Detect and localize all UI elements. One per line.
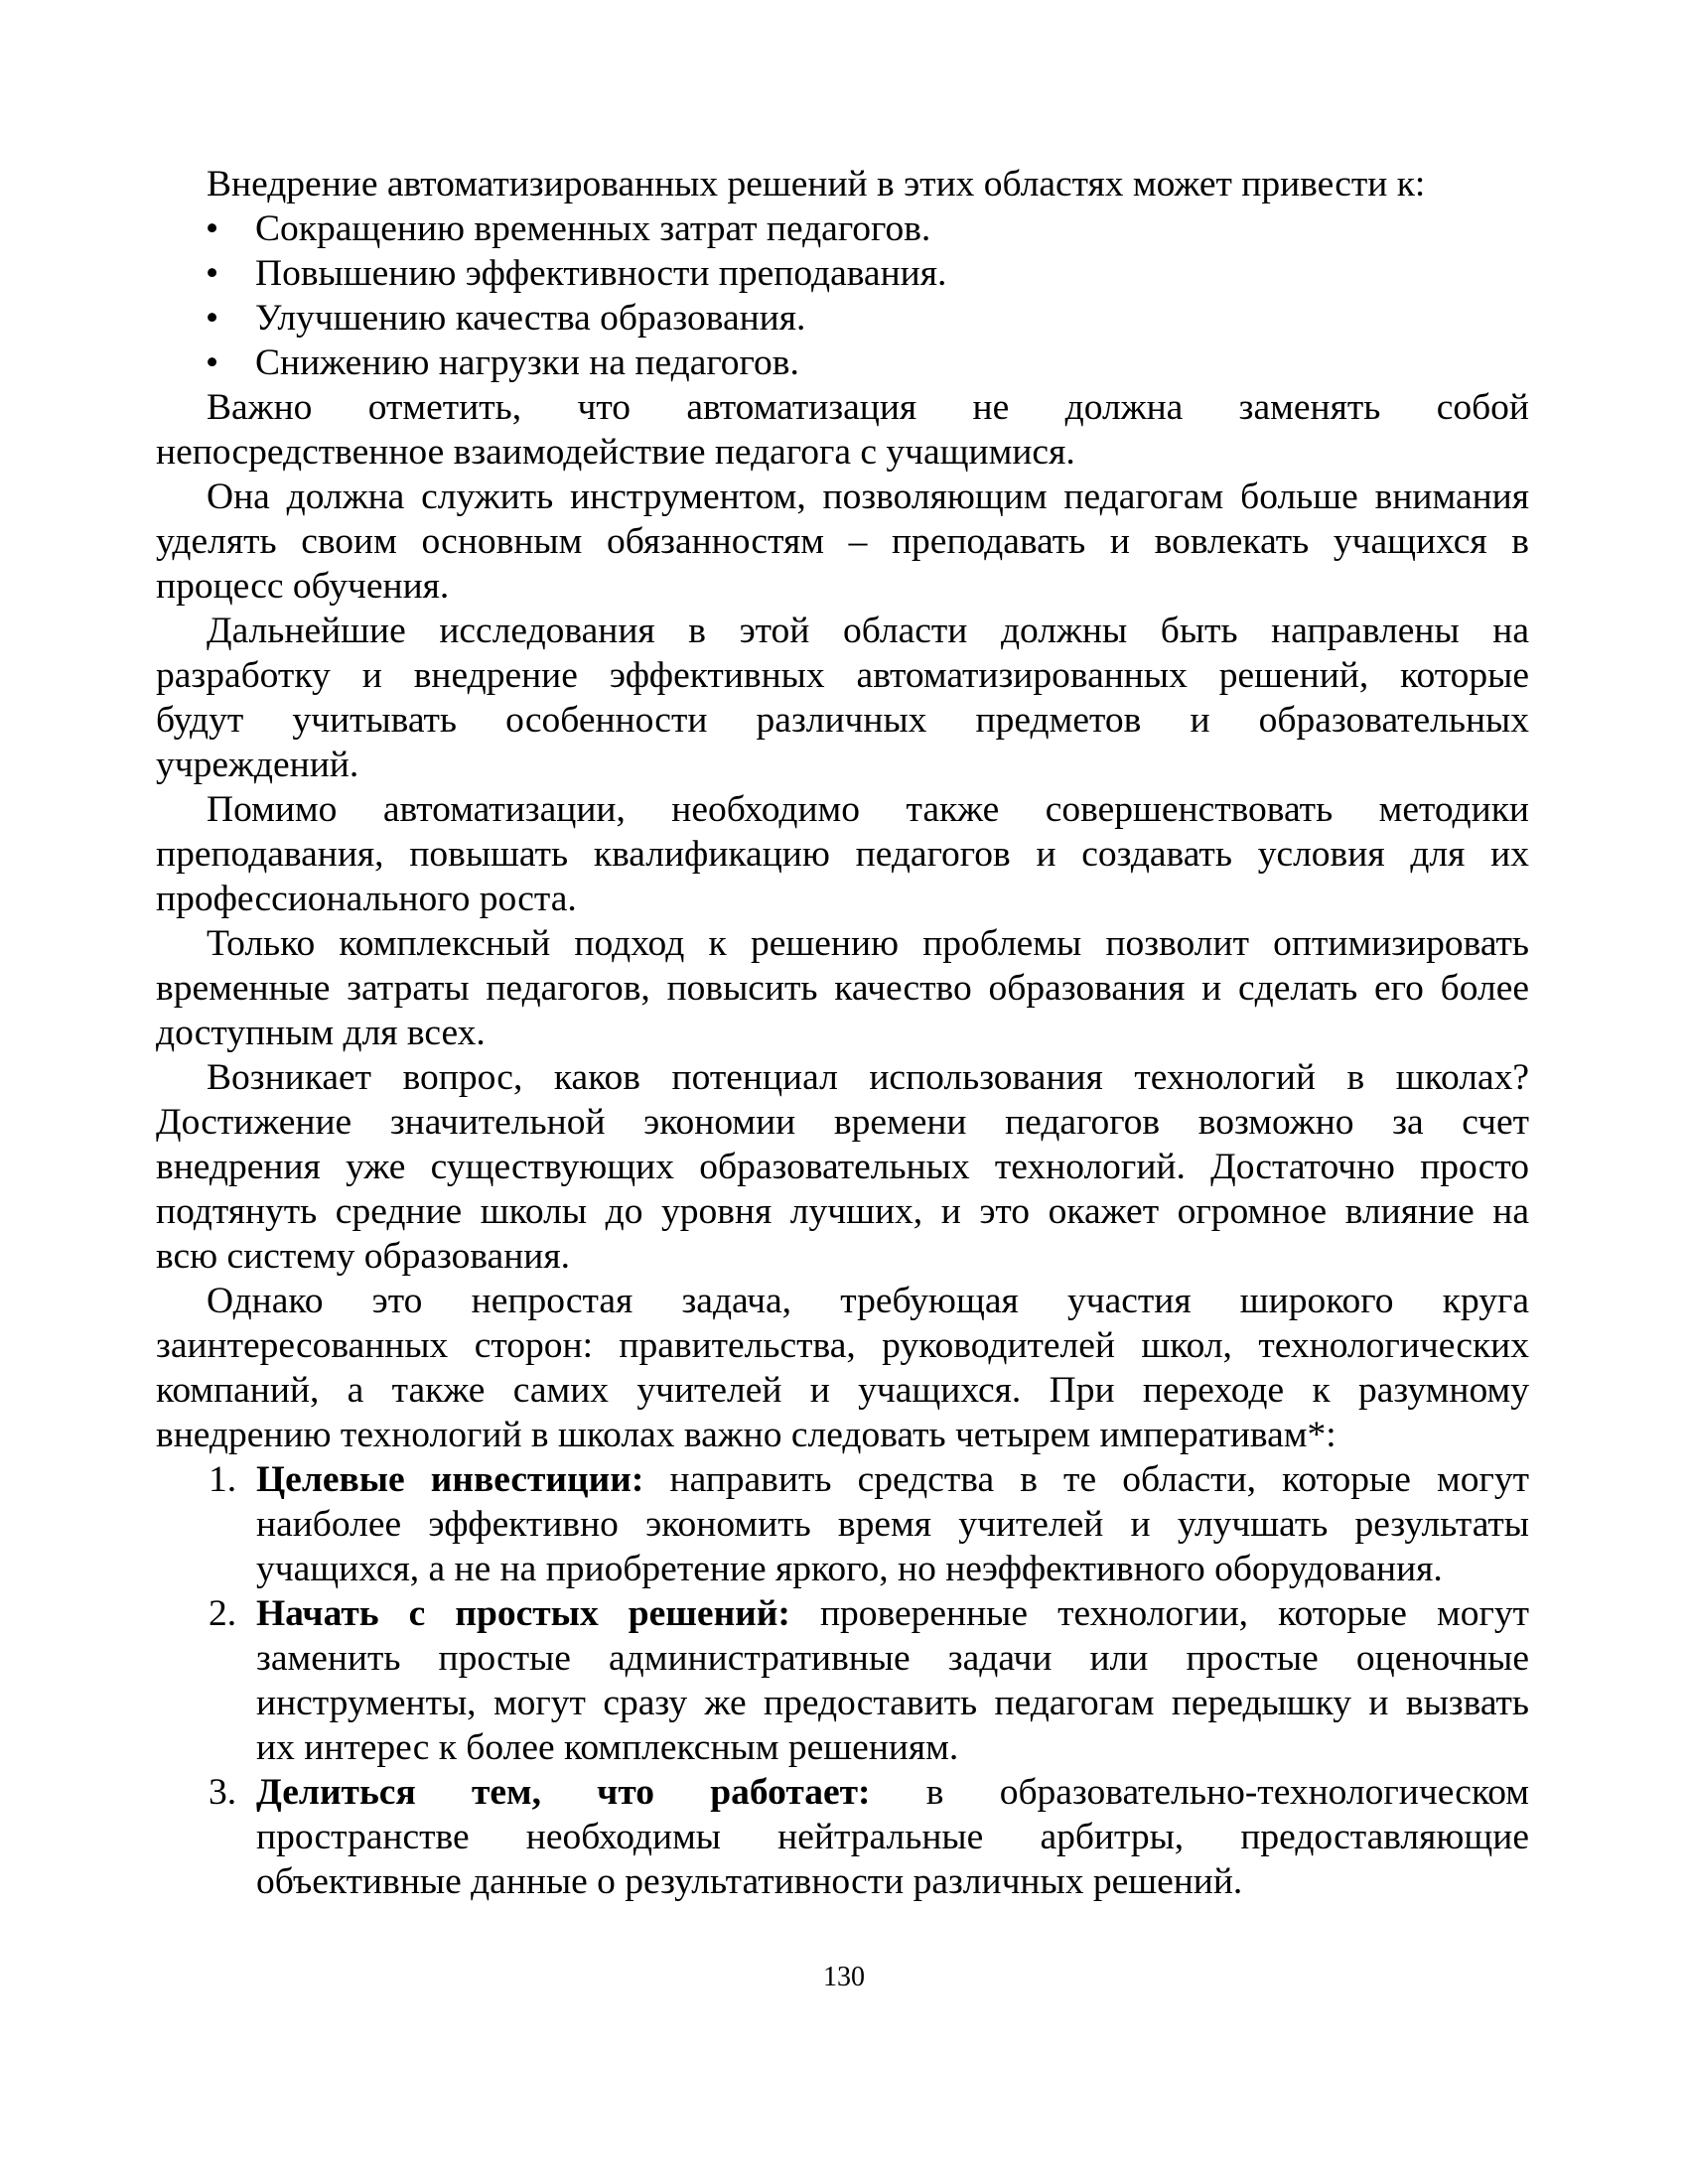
item-line: учащихся, а не на приобретение яркого, но неэффективного оборудования. bbox=[256, 1549, 1443, 1589]
paragraph-line: заинтересованных сторон: правительства, руководителей школ, технологических bbox=[156, 1325, 1529, 1366]
paragraph-line: Достижение значительной экономии времени педагогов возможно за счет bbox=[156, 1102, 1529, 1143]
numbered-item-first-line bbox=[156, 1457, 1529, 1502]
bullet-text: Повышению эффективности преподавания. bbox=[255, 253, 947, 294]
paragraph-line: уделять своим основным обязанностям – преподавать и вовлекать учащихся в bbox=[156, 521, 1529, 562]
paragraph-line: Только комплексный подход к решению проблемы позволит оптимизировать bbox=[207, 923, 1529, 964]
paragraph-line: процесс обучения. bbox=[156, 566, 450, 607]
bullet-text: Улучшению качества образования. bbox=[255, 298, 806, 339]
bullet-icon: • bbox=[206, 208, 219, 249]
intro-line: Внедрение автоматизированных решений в этих областях может привести к: bbox=[207, 164, 1426, 205]
bullet-item bbox=[156, 296, 1529, 341]
paragraph-further-research bbox=[156, 609, 1529, 787]
paragraph-tool-role bbox=[156, 475, 1529, 609]
paragraph-line: разработку и внедрение эффективных автоматизированных решений, которые bbox=[156, 655, 1529, 696]
bullet-item bbox=[156, 341, 1529, 385]
paragraph-line: доступным для всех. bbox=[156, 1013, 486, 1053]
paragraph-technology-potential bbox=[156, 1055, 1529, 1279]
bullet-icon: • bbox=[206, 253, 219, 294]
item-title: Целевые инвестиции: bbox=[256, 1459, 644, 1500]
paragraph-line: временные затраты педагогов, повысить качество образования и сделать его более bbox=[156, 968, 1529, 1009]
item-number: 1. bbox=[209, 1459, 237, 1500]
item-line: инструменты, могут сразу же предоставить педагогам передышку и вызвать bbox=[256, 1683, 1529, 1723]
paragraph-line: профессионального роста. bbox=[156, 879, 577, 919]
body-text bbox=[156, 162, 1529, 1904]
paragraph-complex-approach bbox=[156, 921, 1529, 1055]
item-number: 3. bbox=[209, 1772, 237, 1813]
paragraph-line: Она должна служить инструментом, позволяющим педагогам больше внимания bbox=[207, 477, 1529, 517]
bullet-icon: • bbox=[206, 298, 219, 339]
paragraph-line: преподавания, повышать квалификацию педагогов и создавать условия для их bbox=[156, 834, 1529, 875]
page-number: 130 bbox=[823, 1962, 865, 1992]
numbered-item bbox=[156, 1591, 1529, 1770]
item-line: заменить простые административные задачи или простые оценочные bbox=[256, 1638, 1529, 1679]
paragraph-line: непосредственное взаимодействие педагога с учащимися. bbox=[156, 432, 1075, 473]
item-line: наиболее эффективно экономить время учителей и улучшать результаты bbox=[256, 1504, 1529, 1545]
numbered-item bbox=[156, 1770, 1529, 1904]
item-title: Делиться тем, что работает: bbox=[256, 1772, 871, 1813]
item-text: в образовательно-технологическом bbox=[925, 1772, 1529, 1813]
paragraph-teaching-methods bbox=[156, 787, 1529, 921]
bullet-text: Сокращению временных затрат педагогов. bbox=[255, 208, 931, 249]
paragraph-line: Дальнейшие исследования в этой области должны быть направлены на bbox=[207, 611, 1529, 651]
item-text: проверенные технологии, которые могут bbox=[819, 1593, 1529, 1634]
numbered-item-first-line bbox=[156, 1591, 1529, 1636]
paragraph-line: всю систему образования. bbox=[156, 1236, 570, 1277]
numbered-item bbox=[156, 1457, 1529, 1591]
item-line: объективные данные о результативности различных решений. bbox=[256, 1861, 1243, 1902]
item-number: 2. bbox=[209, 1593, 237, 1634]
item-line: их интерес к более комплексным решениям. bbox=[256, 1727, 959, 1768]
numbered-item-first-line bbox=[156, 1770, 1529, 1815]
paragraph-line: компаний, а также самих учителей и учащихся. При переходе к разумному bbox=[156, 1370, 1529, 1411]
paragraph-line: подтянуть средние школы до уровня лучших, и это окажет огромное влияние на bbox=[156, 1191, 1529, 1232]
paragraph-line: учреждений. bbox=[156, 745, 359, 785]
paragraph-line: Возникает вопрос, каков потенциал использования технологий в школах? bbox=[207, 1057, 1529, 1098]
bullet-item bbox=[156, 206, 1529, 251]
paragraph-line: Важно отметить, что автоматизация не должна заменять собой bbox=[207, 387, 1529, 428]
paragraph-line: будут учитывать особенности различных предметов и образовательных bbox=[156, 700, 1529, 741]
paragraph-imperatives-intro bbox=[156, 1279, 1529, 1457]
paragraph-line: внедрению технологий в школах важно следовать четырем императивам*: bbox=[156, 1415, 1336, 1455]
numbered-list bbox=[156, 1457, 1529, 1904]
item-line: пространстве необходимы нейтральные арбитры, предоставляющие bbox=[256, 1817, 1529, 1857]
bullet-item bbox=[156, 251, 1529, 296]
bullet-list bbox=[156, 206, 1529, 385]
paragraph-line: Однако это непростая задача, требующая участия широкого круга bbox=[207, 1281, 1529, 1321]
item-title: Начать с простых решений: bbox=[256, 1593, 790, 1634]
paragraph-line: Помимо автоматизации, необходимо также совершенствовать методики bbox=[207, 789, 1529, 830]
item-text: направить средства в те области, которые могут bbox=[669, 1459, 1529, 1500]
bullet-icon: • bbox=[206, 342, 219, 383]
paragraph-line: внедрения уже существующих образовательных технологий. Достаточно просто bbox=[156, 1147, 1529, 1187]
paragraph-automation-note bbox=[156, 385, 1529, 475]
bullet-text: Снижению нагрузки на педагогов. bbox=[255, 342, 799, 383]
